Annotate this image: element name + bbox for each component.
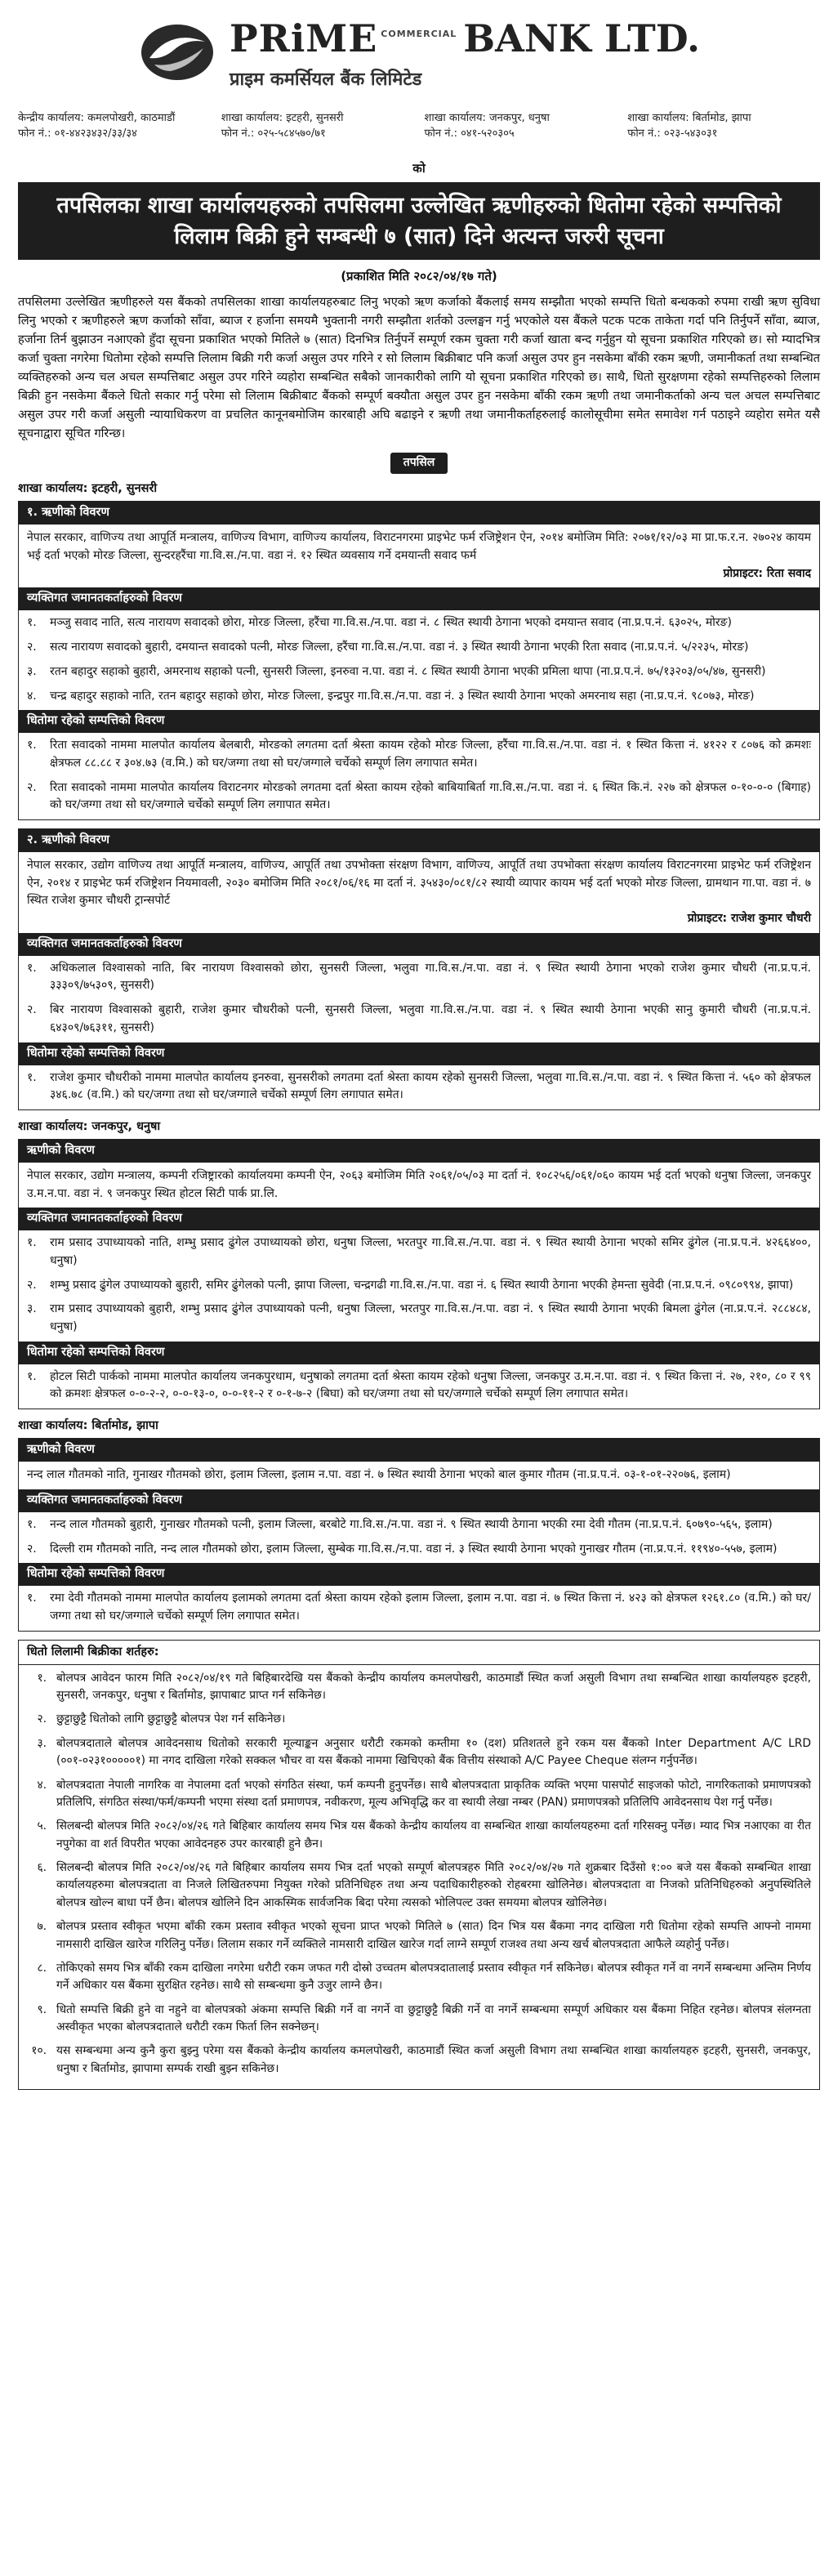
guarantor-heading: व्यक्तिगत जमानतकर्ताहरुको विवरण (19, 1208, 819, 1230)
borrower-details (19, 525, 819, 587)
borrower-heading: १. ऋणीको विवरण (19, 502, 819, 525)
term-item (27, 1960, 811, 1995)
term-item (27, 2002, 811, 2037)
guarantor-item (27, 1234, 811, 1270)
addressee: को (412, 160, 426, 176)
item-text: सिलबन्दी बोलपत्र मिति २०८२/०४/२६ गते बिहिबार कार्यालय समय भित्र दर्ता भएको सम्पूर्ण बोलपत्रहरु मिति २०८२/०४/२७ गते शुक्रबार दिउँसो १:०० बजे यस बैंकको सम्बन्धित शाखा कार्यालयहरुमा बोलपत्रदाता वा निजले लिखितरुपमा नियुक्त गरेको प्रतिनिधिहरु तथा अन्य पदाधिकारीहरुको रोहबरमा खोलिनेछ। बोलपत्रदाता वा निजको प्रतिनिधिहरुको अनुपस्थितिले बोलपत्र खोल्न बाधा पर्ने छैन। बोलपत्र खोलिने दिन आकस्मिक सार्वजनिक बिदा परेमा त्यसको भोलिपल्ट उक्त समयमा बोलपत्र खोलिनेछ। (56, 1861, 811, 1909)
item-number: २. (27, 780, 37, 794)
terms-list (19, 1665, 819, 2090)
borrower-heading: ऋणीको विवरण (19, 1140, 819, 1163)
office-janakpur (425, 111, 617, 142)
collateral-list (19, 1586, 819, 1630)
item-number: २. (27, 1278, 37, 1292)
item-text: राम प्रसाद उपाध्यायको बुहारी, शम्भु प्रसाद ढुंगेल उपाध्यायको पत्नी, धनुषा जिल्ला, भरतपुर गा.वि.स./न.पा. वडा नं. ९ स्थित स्थायी ठेगाना भएकी बिमला ढुंगेल (ना.प्र.प.नं. २८८४८४, धनुषा) (50, 1302, 811, 1334)
collateral-heading: धितोमा रहेको सम्पत्तिको विवरण (19, 1563, 819, 1586)
item-text: दिल्ली राम गौतमको नाति, नन्द लाल गौतमको छोरा, इलाम जिल्ला, सुम्बेक गा.वि.स./न.पा. वडा नं. ३ स्थित स्थायी ठेगाना भएको गुनाखर गौतम (ना.प्र.प.नं. ११९४०-५५७, इलाम) (50, 1542, 778, 1556)
borrower-text: नेपाल सरकार, उद्योग वाणिज्य तथा आपूर्ति मन्त्रालय, वाणिज्य, आपूर्ति तथा उपभोक्ता संरक्षण विभाग, वाणिज्य, आपूर्ति तथा उपभोक्ता संरक्षण कार्यालय विराटनगरमा प्राइभेट फर्म रजिष्ट्रेशन ऐन, २०१४ र प्राइभेट फर्म रजिष्ट्रेशन नियमावली, २०३० बमोजिम मिति २०८१/०६/१६ मा दर्ता नं. ३५४३०/०८१/८२ स्थायी व्यापार कायम भई दर्ता भएको मोरङ जिल्ला, ग्रामथान गा.पा. वडा नं. ७ स्थित राजेश कुमार चौधरी ट्रान्सपोर्ट (27, 859, 811, 908)
item-text: रतन बहादुर सहाको बुहारी, अमरनाथ सहाको पत्नी, सुनसरी जिल्ला, इनरुवा न.पा. वडा नं. ८ स्थित स्थायी ठेगाना भएकी प्रमिला थापा (ना.प्र.प.नं. ७५/१३२०३/०५/४७, सुनसरी) (50, 664, 766, 678)
office-phone: फोन नं.: ०१-४४२३४३२/३३/३४ (18, 127, 137, 140)
bank-header (18, 11, 820, 93)
guarantor-list (19, 1230, 819, 1341)
guarantor-item (27, 1301, 811, 1336)
item-text: बोलपत्र आवेदन फारम मिति २०८२/०४/१९ गते बिहिबारदेखि यस बैंकको केन्द्रीय कार्यालय कमलपोखरी, काठमाडौं स्थित कर्जा असुली विभाग तथा सम्बन्धित शाखा कार्यालयहरु इटहरी, सुनसरी, जनकपुर, धनुषा र बिर्तामोड, झापाबाट प्राप्त गर्न सकिनेछ। (56, 1671, 811, 1703)
borrower-details (19, 1163, 819, 1208)
guarantor-list (19, 610, 819, 710)
guarantor-item (27, 960, 811, 995)
notice-title: तपसिलका शाखा कार्यालयहरुको तपसिलमा उल्लेखित ऋणीहरुको धितोमा रहेको सम्पत्तिको लिलाम बिक्री हुने सम्बन्धी ७ (सात) दिने अत्यन्त जरुरी सूचना (18, 182, 820, 260)
item-number: २. (27, 1542, 37, 1556)
item-text: सिलबन्दी बोलपत्र मिति २०८२/०४/२६ गते बिहिबार कार्यालय समय भित्र यस बैंकको केन्द्रीय कार्यालय वा सम्बन्धित शाखा कार्यालयहरुमा दर्ता गरिसक्नु पर्नेछ। म्याद भित्र नआएका वा रीत नपुगेका वा शर्त विपरीत भएका आवेदनहरु उपर कारबाही हुने छैन। (56, 1819, 811, 1851)
guarantor-item (27, 614, 811, 632)
guarantor-list (19, 956, 819, 1042)
item-text: रमा देवी गौतमको नाममा मालपोत कार्यालय इलामको लगतमा दर्ता श्रेस्ता कायम रहेको इलाम जिल्ला, इलाम न.पा. वडा नं. ७ स्थित कित्ता नं. ४२३ को क्षेत्रफल १२६१.८० (व.मि.) को घर/जग्गा तथा सो घर/जग्गाले चर्चेको सम्पूर्ण लिग लगापात समेत। (50, 1592, 811, 1623)
office-birtamod (627, 111, 820, 142)
item-text: शम्भु प्रसाद ढुंगेल उपाध्यायको बुहारी, समिर ढुंगेलको पत्नी, झापा जिल्ला, चन्द्रगढी गा.वि.स./न.पा. वडा नं. ६ स्थित स्थायी ठेगाना भएकी हेमन्ता सुवेदी (ना.प्र.प.नं. ०९८०९९४, झापा) (50, 1278, 794, 1292)
item-number: १. (27, 961, 37, 975)
office-phone: फोन नं.: ०४१-५२०३०५ (424, 127, 515, 140)
collateral-item (27, 779, 811, 815)
brand-nepali-name: प्राइम कमर्सियल बैंक लिमिटेड (230, 69, 422, 91)
office-name: केन्द्रीय कार्यालय: कमलपोखरी, काठमाडौं (18, 112, 176, 124)
item-text: होटल सिटी पार्कको नाममा मालपोत कार्यालय जनकपुरधाम, धनुषाको लगतमा दर्ता श्रेस्ता कायम रहेको धनुषा जिल्ला, जनकपुर उ.म.न.पा. वडा नं. ९ स्थित कित्ता नं. २७, २१०, ८० र ९९ को क्रमशः क्षेत्रफल ०-०-२-२, ०-०-१३-०, ०-०-११-२ र ०-१-७-२ (बिघा) को घर/जग्गा तथा सो घर/जग्गाले चर्चेको सम्पूर्ण लिग लगापात समेत। (50, 1369, 811, 1401)
guarantor-item (27, 663, 811, 681)
borrower-heading: ऋणीको विवरण (19, 1439, 819, 1462)
item-text: चन्द्र बहादुर सहाको नाति, रतन बहादुर सहाको छोरा, मोरङ जिल्ला, इन्द्रपुर गा.वि.स./न.पा. वडा नं. ३ स्थित स्थायी ठेगाना भएको अमरनाथ सहा (ना.प्र.प.नं. ९८०७३, मोरङ) (50, 689, 755, 703)
borrower-section (18, 828, 820, 1110)
collateral-item (27, 1368, 811, 1404)
proprietor-name: प्रोप्राइटर: रिता सवाद (723, 566, 811, 580)
collateral-heading: धितोमा रहेको सम्पत्तिको विवरण (19, 1342, 819, 1364)
item-number: ८. (37, 1961, 47, 1975)
term-item (27, 1670, 811, 1705)
borrower-details (19, 1462, 819, 1489)
item-number: ९. (37, 2002, 47, 2016)
notice-intro: तपसिलमा उल्लेखित ऋणीहरुले यस बैंकको तपसिलका शाखा कार्यालयहरुबाट लिनु भएको ऋण कर्जाको बैंकलाई समय सम्झौता भएको सम्पत्ति धितो बन्धकको रुपमा राखी ऋण सुविधा लिनु भएको र ऋणीहरुले ऋण कर्जाको साँवा, ब्याज र हर्जाना समयमै भुक्तानी नगरी सम्झौता शर्तको उल्लङ्घन गर्नु भएकोले यस बैंकले पटक पटक ताकेता गर्दा पनि तिर्नुपर्ने साँवा, ब्याज, हर्जाना तिर्न बुझाउन नआएको हुँदा सूचना प्रकाशित भएको मितिले ७ (सात) दिनभित्र तिर्नुपर्ने सम्पूर्ण रकम चुक्ता गरी कर्जा खाता बन्द गर्नुहुन यो सूचना प्रकाशित गरिएको छ। सो म्यादभित्र कर्जा चुक्ता नगरेमा धितोमा रहेको सम्पत्ति लिलाम बिक्री गरी कर्जा असुल उपर गरिने र सो लिलाम बिक्रीबाट पनि कर्जा असुल उपर हुन नसकेमा बाँकी रकम ऋणी, जमानीकर्ता तथा सम्बन्धित व्यक्तिहरुको अन्य चल अचल सम्पत्तिबाट असुल उपर गरिने व्यहोरा सम्बन्धित सबैको जानकारीको लागि यो सूचना प्रकाशित गरिएको छ। साथै, धितो सुरक्षणमा रहेको सम्पत्तिहरुको लिलाम बिक्री हुन नसकेमा बैंकले धितो सकार गर्नु परेमा सो लिलाम बिक्रीबाट बैंकको सम्पूर्ण बक्यौता असुल उपर हुन नसकेमा बाँकी रकम ऋणी तथा जमानीकर्ताको अन्य चल अचल सम्पत्तिबाट असुल उपर गरी कर्जा असुली न्यायाधिकरण वा प्रचलित कानूनबमोजिम कारबाही अघि बढाइने र ऋणी तथा जमानीकर्ताहरुलाई कालोसूचीमा समेत समावेश गर्न पठाइने व्यहोरा समेत यसै सूचनाद्वारा सूचित गरिन्छ। (18, 294, 820, 441)
borrower-text: नेपाल सरकार, उद्योग मन्त्रालय, कम्पनी रजिष्ट्रारको कार्यालयमा कम्पनी ऐन, २०६३ बमोजिम मिति २०६१/०५/०३ मा दर्ता नं. १०८२५६/०६१/०६० कायम भई दर्ता भएको धनुषा जिल्ला, जनकपुर उ.म.न.पा. वडा नं. ९ जनकपुर स्थित होटल सिटी पार्क प्रा.लि. (27, 1168, 811, 1200)
term-item (27, 1859, 811, 1912)
guarantor-heading: व्यक्तिगत जमानतकर्ताहरुको विवरण (19, 587, 819, 610)
item-text: रिता सवादको नाममा मालपोत कार्यालय विराटनगर मोरङको लगतमा दर्ता श्रेस्ता कायम रहेको बाबियाबिर्ता गा.वि.स./न.पा. वडा नं. ६ स्थित कि.नं. २२७ को क्षेत्रफल ०-१०-०-० (बिगाह) को घर/जग्गा तथा सो घर/जग्गाले चर्चेको सम्पूर्ण लिग लगापात समेत। (50, 780, 811, 812)
collateral-item (27, 737, 811, 772)
item-number: १. (27, 1369, 37, 1383)
borrower-heading: २. ऋणीको विवरण (19, 829, 819, 852)
borrower-section (18, 501, 820, 820)
item-text: मञ्जु सवाद नाति, सत्य नारायण सवादको छोरा, मोरङ जिल्ला, हरैंचा गा.वि.स./न.पा. वडा नं. ८ स्थित स्थायी ठेगाना भएको दमयान्त सवाद (ना.प्र.प.नं. ६३०२५, मोरङ) (50, 616, 732, 630)
office-itahari (221, 111, 414, 142)
item-number: ६. (37, 1861, 47, 1875)
office-phone: फोन नं.: ०२५-५८४५७०/७१ (221, 127, 326, 140)
item-number: १. (27, 1517, 37, 1531)
borrower-section (18, 1139, 820, 1409)
term-item (27, 1711, 811, 1728)
proprietor-name: प्रोप्राइटर: राजेश कुमार चौधरी (687, 912, 811, 926)
item-number: ३. (27, 664, 37, 678)
item-text: राम प्रसाद उपाध्यायको नाति, शम्भु प्रसाद ढुंगेल उपाध्यायको छोरा, धनुषा जिल्ला, भरतपुर गा.वि.स./न.पा. वडा नं. ९ स्थित स्थायी ठेगाना भएको समिर ढुंगेल (ना.प्र.प.नं. ४२६६४००, धनुषा) (50, 1236, 811, 1268)
borrower-text: नेपाल सरकार, वाणिज्य तथा आपूर्ति मन्त्रालय, वाणिज्य विभाग, वाणिज्य कार्यालय, विराटनगरमा प्राइभेट फर्म रजिष्ट्रेशन ऐन, २०१४ बमोजिम मिति: २०७१/१२/०३ मा प्रा.फ.र.न. २७०२४ कायम भई दर्ता भएको मोरङ जिल्ला, सुन्दरहरैंचा गा.वि.स./न.पा. वडा नं. १२ स्थित व्यवसाय गर्ने दमयान्ती सवाद फर्म (27, 531, 811, 563)
item-text: अधिकलाल विश्वासको नाति, बिर नारायण विश्वासको छोरा, सुनसरी जिल्ला, भलुवा गा.वि.स./न.पा. वडा नं. ९ स्थित स्थायी ठेगाना भएको राजेश कुमार चौधरी (ना.प्र.प.नं. ३३३०९/७५३०९, सुनसरी) (50, 961, 811, 993)
item-number: २. (37, 1712, 47, 1726)
term-item (27, 1918, 811, 1953)
item-text: बिर नारायण विश्वासको बुहारी, राजेश कुमार चौधरीको पत्नी, सुनसरी जिल्ला, भलुवा गा.वि.स./न.पा. वडा नं. ९ स्थित स्थायी ठेगाना भएकी सानु कुमारी चौधरी (ना.प्र.प.नं. ६४३०९/७६३११, सुनसरी) (50, 1003, 811, 1034)
office-addresses (18, 111, 820, 142)
brand-superscript: COMMERCIAL (381, 29, 457, 40)
collateral-heading: धितोमा रहेको सम्पत्तिको विवरण (19, 1042, 819, 1065)
bank-logo-icon (138, 20, 216, 84)
item-number: ४. (37, 1778, 47, 1792)
item-number: १. (27, 1236, 37, 1250)
brand-suffix: BANK LTD. (463, 16, 700, 60)
terms-title: धितो लिलामी बिक्रीका शर्तहरु: (19, 1641, 819, 1665)
guarantor-item (27, 639, 811, 657)
auction-terms (18, 1640, 820, 2091)
item-number: १. (37, 1671, 47, 1685)
item-text: सत्य नारायण सवादको बुहारी, दमयान्त सवादको पत्नी, मोरङ जिल्ला, हरैंचा गा.वि.स./न.पा. वडा नं. ३ स्थित स्थायी ठेगाना भएकी रिता सवाद (ना.प्र.प.नं. ५/२२३५, मोरङ) (50, 641, 749, 654)
item-number: ७. (37, 1920, 47, 1934)
office-phone: फोन नं.: ०२३-५४३०३१ (627, 127, 718, 140)
collateral-item (27, 1590, 811, 1625)
guarantor-list (19, 1512, 819, 1563)
item-number: १. (27, 1070, 37, 1084)
item-number: ३. (27, 1302, 37, 1316)
item-text: यस सम्बन्धमा अन्य कुनै कुरा बुझ्नु परेमा यस बैंकको केन्द्रीय कार्यालय कमलपोखरी, काठमाडौं स्थित कर्जा असुली विभाग तथा सम्बन्धित शाखा कार्यालयहरु इटहरी, सुनसरी, जनकपुर, धनुषा र बिर्तामोड, झापामा सम्पर्क राखी बुझ्न सकिनेछ। (56, 2044, 811, 2075)
office-head (18, 111, 211, 142)
item-number: ३. (37, 1736, 47, 1750)
item-number: २. (27, 641, 37, 654)
term-item (27, 1818, 811, 1853)
branch-label: शाखा कार्यालय: जनकपुर, धनुषा (18, 1119, 161, 1133)
office-name: शाखा कार्यालय: जनकपुर, धनुषा (424, 112, 550, 124)
collateral-list (19, 1364, 819, 1409)
item-number: १. (27, 616, 37, 630)
item-text: धितो सम्पत्ति बिक्री हुने वा नहुने वा बोलपत्रको अंकमा सम्पत्ति बिक्री गर्ने वा नगर्ने वा छुट्टाछुट्टै बिक्री गर्ने वा नगर्ने सम्बन्धमा सम्पूर्ण अधिकार यस बैंकमा निहित रहनेछ। बोलपत्र संलग्नता अस्वीकृत भएका बोलपत्रदाताले धरौटी रकम फिर्ता लिन सक्नेछन्। (56, 2002, 811, 2034)
term-item (27, 2042, 811, 2078)
item-number: २. (27, 1003, 37, 1017)
guarantor-heading: व्यक्तिगत जमानतकर्ताहरुको विवरण (19, 1489, 819, 1512)
item-text: छुट्टाछुट्टै धितोको लागि छुट्टाछुट्टै बोलपत्र पेश गर्न सकिनेछ। (56, 1712, 286, 1726)
borrower-details (19, 852, 819, 933)
item-number: १०. (31, 2044, 47, 2058)
item-text: बोलपत्रदाता नेपाली नागरिक वा नेपालमा दर्ता भएको संगठित संस्था, फर्म कम्पनी हुनुपर्नेछ। साथै बोलपत्रदाता प्राकृतिक व्यक्ति भएमा पासपोर्ट साइजको फोटो, नागरिकताको प्रमाणपत्रको प्रतिलिपि, संगठित संस्था/फर्म/कम्पनी भएमा संस्था दर्ता प्रमाणपत्र, नवीकरण, मूल्य अभिवृद्धि कर वा स्थायी लेखा नम्बर (PAN) प्रमाणपत्रको प्रतिलिपि आवेदनसाथ पेश गर्नु पर्नेछ। (56, 1778, 811, 1809)
guarantor-item (27, 688, 811, 706)
item-text: बोलपत्र प्रस्ताव स्वीकृत भएमा बाँकी रकम प्रस्ताव स्वीकृत भएको सूचना प्राप्त भएको मितिले ७ (सात) दिन भित्र यस बैंकमा नगद दाखिला गरी धितोमा रहेको सम्पत्ति आफ्नो नाममा नामसारी दाखिल खारेज गरिलिनु पर्नेछ। लिलाम सकार गर्ने व्यक्तिले नामसारी दाखिल खारेज गर्दा लाग्ने सम्पूर्ण राजश्व तथा अन्य खर्च बोलपत्रदाता आफैले व्यहोर्नु पर्नेछ। (56, 1920, 811, 1951)
term-item (27, 1735, 811, 1770)
collateral-item (27, 1069, 811, 1105)
collateral-heading: धितोमा रहेको सम्पत्तिको विवरण (19, 710, 819, 733)
collateral-list (19, 1065, 819, 1109)
office-name: शाखा कार्यालय: बिर्तामोड, झापा (627, 112, 751, 124)
brand-name: PRiME (230, 16, 378, 60)
guarantor-heading: व्यक्तिगत जमानतकर्ताहरुको विवरण (19, 933, 819, 956)
branch-list (18, 480, 820, 1631)
borrower-text: नन्द लाल गौतमको नाति, गुनाखर गौतमको छोरा, इलाम जिल्ला, इलाम न.पा. वडा नं. ७ स्थित स्थायी ठेगाना भएको बाल कुमार गौतम (ना.प्र.प.नं. ०३-१-०१-२२०७६, इलाम) (27, 1468, 731, 1482)
item-text: तोकिएको समय भित्र बाँकी रकम दाखिला नगरेमा धरौटी रकम जफत गरी दोस्रो उच्चतम बोलपत्रदातालाई प्रस्ताव स्वीकृत गर्न सकिनेछ। बोलपत्र स्वीकृत गर्ने वा नगर्ने सम्बन्धमा अन्तिम निर्णय गर्ने अधिकार यस बैंकमा सुरक्षित रहनेछ। साथै सो सम्बन्धमा कुनै उजुर लाग्ने छैन। (56, 1961, 811, 1993)
item-text: बोलपत्रदाताले बोलपत्र आवेदनसाथ धितोको सरकारी मूल्याङ्कन अनुसार धरौटी रकमको कम्तीमा १० (दश) प्रतिशतले हुने रकम यस बैंकको Inter Department A/C LRD (००१-०२३१०००००१) मा नगद दाखिला गरेको सक्कल भौचर वा यस बैंकको नाममा खिचिएको बैंक वित्तीय संस्थाको A/C Payee Cheque संलग्न गर्नुपर्नेछ। (56, 1736, 811, 1768)
borrower-section (18, 1438, 820, 1631)
branch-label: शाखा कार्यालय: बिर्तामोड, झापा (18, 1419, 158, 1433)
item-number: ५. (37, 1819, 47, 1833)
collateral-list (19, 733, 819, 819)
branch-label: शाखा कार्यालय: इटहरी, सुनसरी (18, 482, 158, 496)
item-number: १. (27, 739, 37, 752)
tapsil-label: तपसिल (390, 453, 448, 474)
item-text: रिता सवादको नाममा मालपोत कार्यालय बेलबारी, मोरङको लगतमा दर्ता श्रेस्ता कायम रहेको मोरङ जिल्ला, हरैंचा गा.वि.स./न.पा. वडा नं. १ स्थित कित्ता नं. ४१२२ र ८०७६ को क्रमशः क्षेत्रफल ८८.८८ र ३०४.७३ (व.मि.) को घर/जग्गा तथा सो घर/जग्गाले चर्चेको सम्पूर्ण लिग लगापात समेत। (50, 739, 811, 770)
guarantor-item (27, 1541, 811, 1559)
office-name: शाखा कार्यालय: इटहरी, सुनसरी (221, 112, 344, 124)
publication-date: (प्रकाशित मिति २०८२/०४/१७ गते) (341, 268, 497, 283)
guarantor-item (27, 1002, 811, 1037)
item-text: नन्द लाल गौतमको बुहारी, गुनाखर गौतमको पत्नी, इलाम जिल्ला, बरबोटे गा.वि.स./न.पा. वडा नं. ९ स्थित स्थायी ठेगाना भएकी रमा देवी गौतम (ना.प्र.प.नं. ६०७९०-५६५, इलाम) (50, 1517, 773, 1531)
guarantor-item (27, 1277, 811, 1295)
item-number: १. (27, 1592, 37, 1605)
guarantor-item (27, 1516, 811, 1534)
term-item (27, 1777, 811, 1812)
item-number: ४. (27, 689, 37, 703)
item-text: राजेश कुमार चौधरीको नाममा मालपोत कार्यालय इनरुवा, सुनसरीको लगतमा दर्ता श्रेस्ता कायम रहेको सुनसरी जिल्ला, भलुवा गा.वि.स./न.पा. वडा नं. ९ स्थित कित्ता नं. ५६० को क्षेत्रफल ३४६.७८ (व.मि.) को घर/जग्गा तथा सो घर/जग्गाले चर्चेको सम्पूर्ण लिग लगापात समेत। (50, 1070, 811, 1102)
